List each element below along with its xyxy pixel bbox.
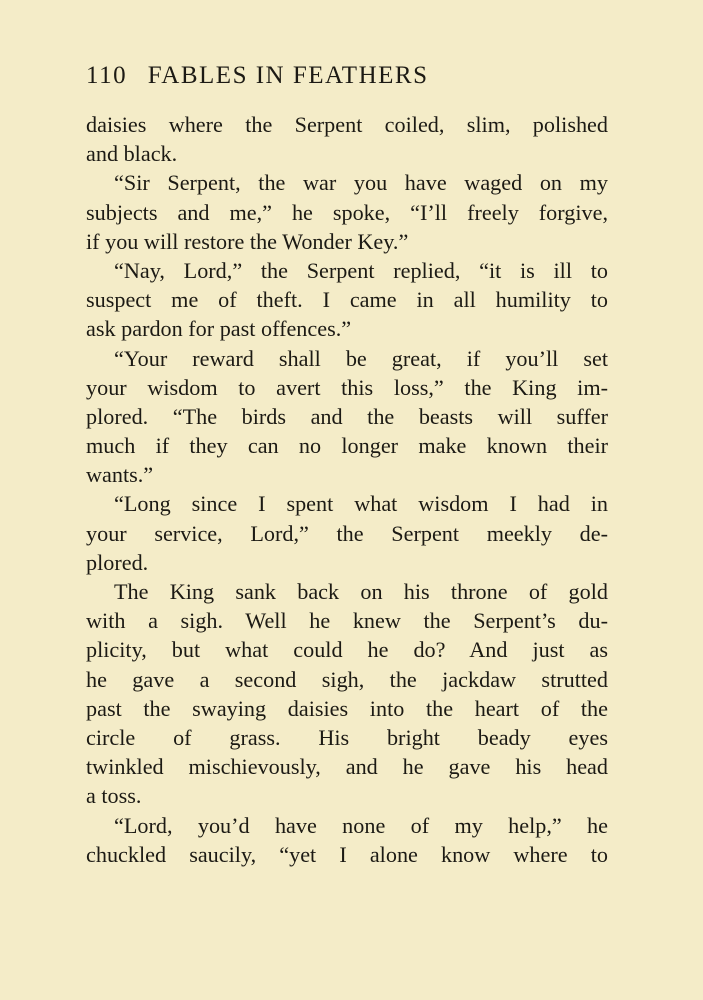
text-line: and black. xyxy=(86,141,178,167)
text-line: wants.” xyxy=(86,462,154,488)
text-line: “Lord, you’d have none of my help,” he xyxy=(114,812,608,838)
text-line: chuckled saucily, “yet I alone know where to xyxy=(86,841,608,867)
text-line: plored. “The birds and the beasts will suffer xyxy=(86,403,608,429)
text-line: “Long since I spent what wisdom I had in xyxy=(114,491,608,517)
text-line: “Nay, Lord,” the Serpent replied, “it is ill to xyxy=(114,257,608,283)
text-line: suspect me of theft. I came in all humility to xyxy=(86,287,608,313)
running-title: FABLES IN FEATHERS xyxy=(147,62,429,89)
page-number: 110 xyxy=(86,62,128,89)
text-line: “Sir Serpent, the war you have waged on my xyxy=(114,170,608,196)
text-line: with a sigh. Well he knew the Serpent’s du- xyxy=(86,608,608,634)
body-text xyxy=(86,110,608,869)
page-header xyxy=(86,62,616,98)
text-line: ask pardon for past offences.” xyxy=(86,316,352,342)
text-line: if you will restore the Wonder Key.” xyxy=(86,228,409,254)
text-line: plicity, but what could he do? And just as xyxy=(86,637,608,663)
text-line: subjects and me,” he spoke, “I’ll freely forgive, xyxy=(86,199,608,225)
text-line: a toss. xyxy=(86,783,142,809)
text-line: much if they can no longer make known their xyxy=(86,433,608,459)
text-line: your service, Lord,” the Serpent meekly de- xyxy=(86,520,608,546)
text-line: past the swaying daisies into the heart of the xyxy=(86,695,608,721)
text-line: “Your reward shall be great, if you’ll set xyxy=(114,345,608,371)
text-line: plored. xyxy=(86,549,149,575)
text-line: The King sank back on his throne of gold xyxy=(114,579,608,604)
text-line: daisies where the Serpent coiled, slim, polished xyxy=(86,112,608,137)
text-line: circle of grass. His bright beady eyes xyxy=(86,724,608,750)
text-line: he gave a second sigh, the jackdaw strutted xyxy=(86,666,608,692)
text-line: your wisdom to avert this loss,” the King im- xyxy=(86,374,608,400)
text-line: twinkled mischievously, and he gave his head xyxy=(86,754,608,780)
